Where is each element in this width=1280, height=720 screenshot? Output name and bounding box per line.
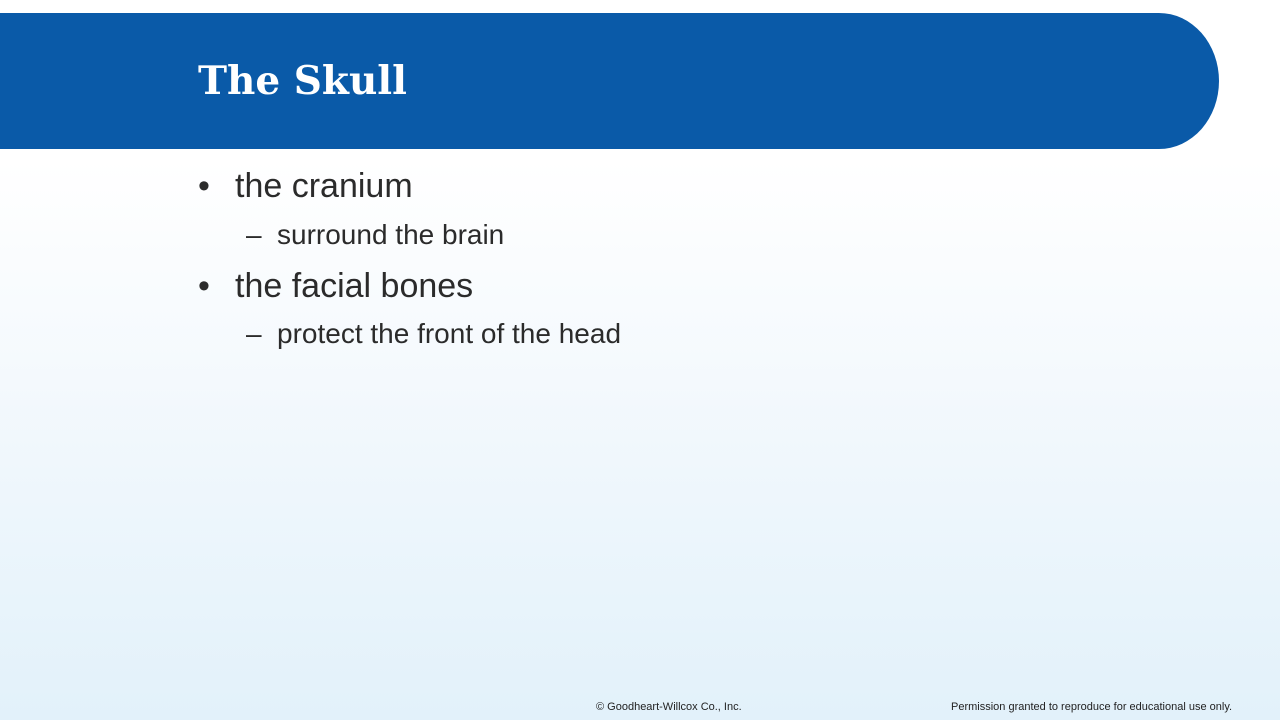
- slide-title: The Skull: [198, 58, 407, 104]
- title-band: [0, 13, 1219, 149]
- bullet-text: the cranium: [235, 167, 413, 205]
- sub-bullet-marker: –: [246, 318, 262, 349]
- copyright-notice: © Goodheart-Willcox Co., Inc.: [596, 701, 742, 713]
- sub-bullet-marker: –: [246, 219, 262, 250]
- permission-notice: Permission granted to reproduce for educational use only.: [951, 701, 1233, 713]
- sub-bullet-text: surround the brain: [277, 219, 505, 250]
- bullet-marker: •: [198, 267, 210, 305]
- bullet-marker: •: [198, 167, 210, 205]
- sub-bullet-text: protect the front of the head: [277, 318, 622, 349]
- bullet-text: the facial bones: [235, 267, 474, 305]
